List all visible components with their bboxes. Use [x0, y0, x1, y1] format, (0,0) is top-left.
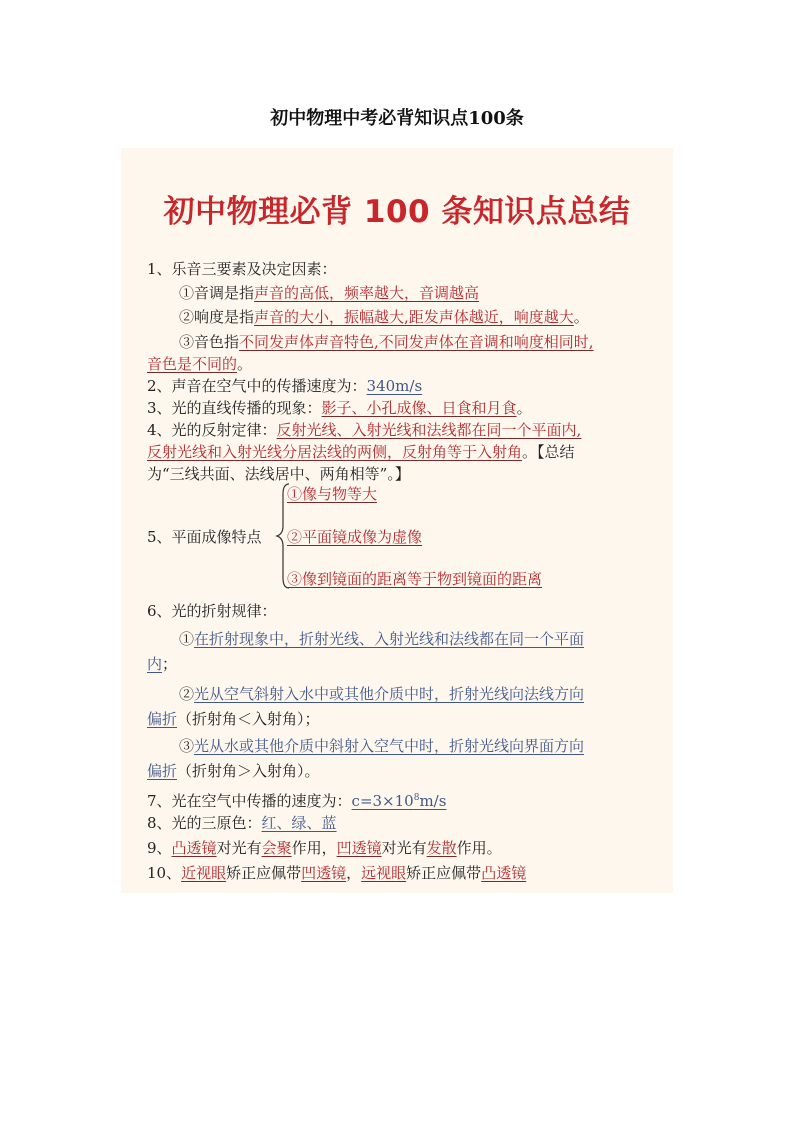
s3-rectilinear: 3、光的直线传播的现象：影子、小孔成像、日食和月食。	[147, 399, 532, 417]
s6-rule-2-cont: 偏折（折射角＜入射角）；	[147, 710, 320, 728]
s6-heading: 6、光的折射规律：	[147, 602, 277, 620]
s6-rule-3-cont: 偏折（折射角＞入射角）。	[147, 762, 320, 780]
s7-light-speed: 7、光在空气中传播的速度为：$c=3\times 10^8m/s$	[147, 792, 447, 810]
s2-sound-speed: 2、声音在空气中的传播速度为：340m/s	[147, 377, 423, 395]
s1-loudness: ②响度是指声音的大小，振幅越大,距发声体越近，响度越大。	[179, 308, 589, 326]
s4-reflection: 4、光的反射定律：反射光线、入射光线和法线都在同一个平面内,	[147, 421, 582, 439]
page-title: 初中物理中考必背知识点100条	[270, 108, 524, 129]
s1-heading: 1、乐音三要素及决定因素：	[147, 260, 337, 278]
s1-timbre-cont: 音色是不同的。	[147, 355, 253, 373]
s8-primary-colors: 8、光的三原色：红、绿、蓝	[147, 814, 337, 832]
s6-rule-1-cont: 内；	[147, 655, 178, 673]
s1-pitch: ①音调是指声音的高低，频率越大，音调越高	[179, 284, 480, 302]
s4-summary: 为“三线共面、法线居中、两角相等”。】	[147, 465, 410, 483]
s5-item-2: ②平面镜成像为虚像	[287, 528, 423, 546]
s5-label: 5、平面成像特点	[147, 528, 262, 546]
card-title: 初中物理必背 100 条知识点总结	[163, 194, 631, 230]
s10-vision-correction: 10、近视眼矫正应佩带凹透镜，远视眼矫正应佩带凸透镜	[147, 864, 527, 882]
s1-timbre: ③音色指不同发声体声音特色,不同发声体在音调和响度相同时,	[179, 333, 594, 351]
knowledge-card	[121, 148, 673, 893]
s5-item-3: ③像到镜面的距离等于物到镜面的距离	[287, 570, 543, 588]
s6-rule-1: ①在折射现象中，折射光线、入射光线和法线都在同一个平面	[179, 630, 585, 648]
s5-item-1: ①像与物等大	[287, 485, 378, 503]
s6-rule-2: ②光从空气斜射入水中或其他介质中时，折射光线向法线方向	[179, 685, 585, 703]
s6-rule-3: ③光从水或其他介质中斜射入空气中时，折射光线向界面方向	[179, 737, 585, 755]
s4-reflection-cont: 反射光线和入射光线分居法线的两侧，反射角等于入射角。【总结	[147, 443, 575, 461]
s9-lenses: 9、凸透镜对光有会聚作用，凹透镜对光有发散作用。	[147, 839, 502, 857]
